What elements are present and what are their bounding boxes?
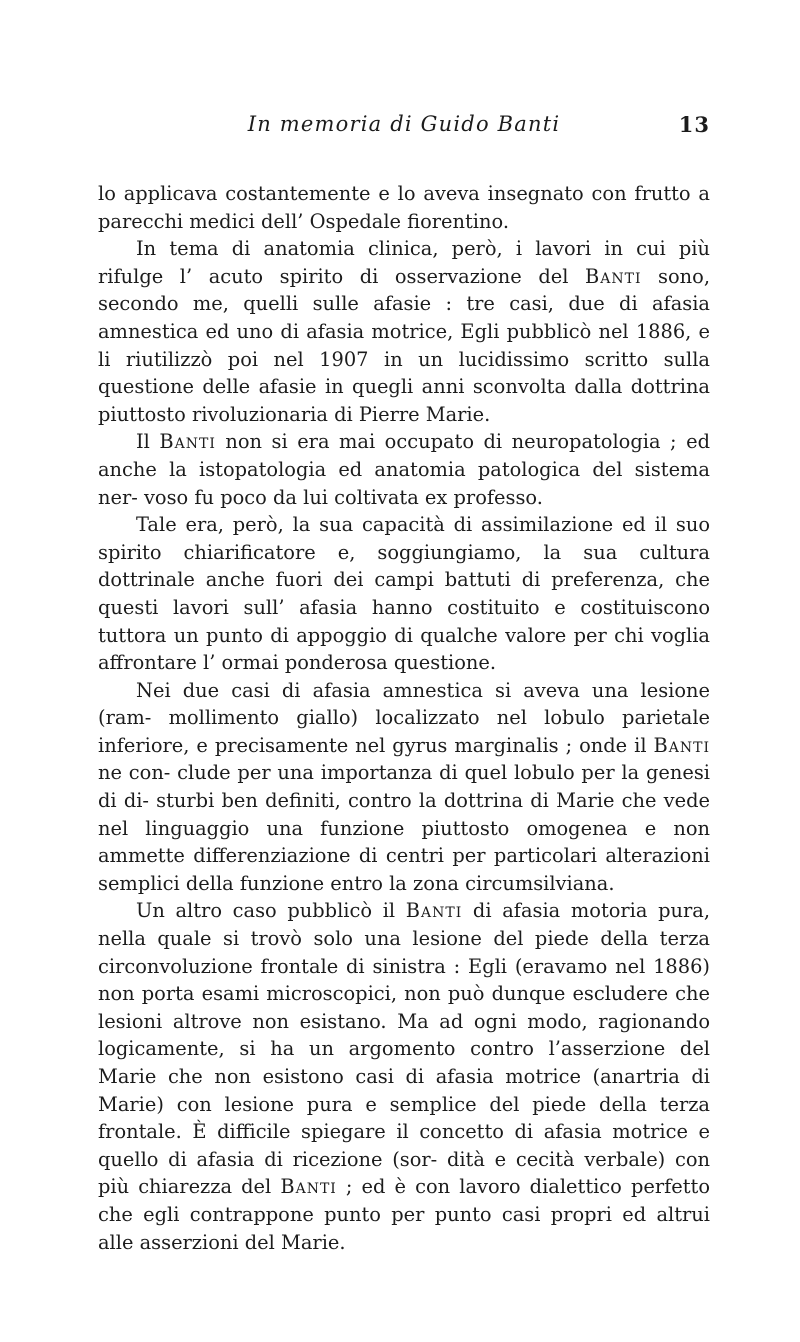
- text-segment: sono, secondo me, quelli sulle afasie : tre casi, due di afasia amnestica ed uno di afasia motrice, Egli pubblicò nel 1886, e li riutilizzò poi nel 1907 in un lucidissimo scritto sulla questione delle afasie in quegli anni sconvolta dalla dottrina piuttosto rivoluzionaria di Pierre Marie.: [98, 264, 710, 426]
- text-segment: Il: [136, 430, 160, 454]
- author-name-banti: Banti: [280, 1175, 337, 1199]
- paragraph-1: [98, 180, 710, 235]
- author-name-banti: Banti: [159, 430, 216, 454]
- text-segment: Un altro caso pubblicò il: [136, 899, 406, 923]
- text-segment: Tale era, però, la sua capacità di assimilazione ed il suo spirito chiarificatore e, soggiungiamo, la sua cultura dottrinale anche fuori dei campi battuti di preferenza, che questi lavori sull’ afasia hanno costituito e costituiscono tuttora un punto di appoggio di qualche valore per chi voglia affrontare l’ ormai ponderosa questione.: [98, 513, 710, 675]
- author-name-banti: Banti: [653, 733, 710, 757]
- paragraph-6: [98, 897, 710, 1256]
- body-text: [98, 180, 710, 1256]
- author-name-banti: Banti: [405, 899, 463, 923]
- paragraph-3: [98, 428, 710, 511]
- text-segment: ; ed è con lavoro dialettico perfetto che egli contrappone punto per punto casi propri ed altrui alle asserzioni del Marie.: [98, 1175, 711, 1254]
- running-title: In memoria di Guido Banti: [247, 112, 561, 136]
- text-segment: ne con- clude per una importanza di quel lobulo per la genesi di di- sturbi ben definiti, contro la dottrina di Marie che vede nel linguaggio una funzione piuttosto omogenea e non ammette differenziazione di centri per particolari alterazioni semplici della funzione entro la zona circumsilviana.: [98, 761, 710, 895]
- text-segment: di afasia motoria pura, nella quale si trovò solo una lesione del piede della terza circonvoluzione frontale di sinistra : Egli (eravamo nel 1886) non porta esami microscopici, non può dunque escludere che lesioni altrove non esistano. Ma ad ogni modo, ragionando logicamente, si ha un argomento contro l’asserzione del Marie che non esistono casi di afasia motrice (anartria di Marie) con lesione pura e semplice del piede della terza frontale. È difficile spiegare il concetto di afasia motrice e quello di afasia di ricezione (sor- dità e cecità verbale) con più chiarezza del: [98, 899, 711, 1199]
- page-number: 13: [678, 112, 710, 137]
- text-segment: non si era mai occupato di neuropatologia ; ed anche la istopatologia ed anatomia patologica del sistema ner- voso fu poco da lui coltivata ex professo.: [98, 430, 710, 509]
- text-segment: In tema di anatomia clinica, però, i lavori in cui più rifulge l’ acuto spirito di osservazione del: [98, 237, 710, 288]
- text-segment: lo applicava costantemente e lo aveva insegnato con frutto a parecchi medici dell’ Ospedale fiorentino.: [98, 182, 710, 233]
- author-name-banti: Banti: [585, 264, 642, 288]
- paragraph-5: [98, 677, 710, 898]
- paragraph-2: [98, 235, 710, 428]
- paragraph-4: [98, 511, 710, 677]
- text-segment: Nei due casi di afasia amnestica si aveva una lesione (ram- mollimento giallo) localizzato nel lobulo parietale inferiore, e precisamente nel gyrus marginalis ; onde il: [98, 678, 710, 757]
- running-head: [98, 112, 710, 146]
